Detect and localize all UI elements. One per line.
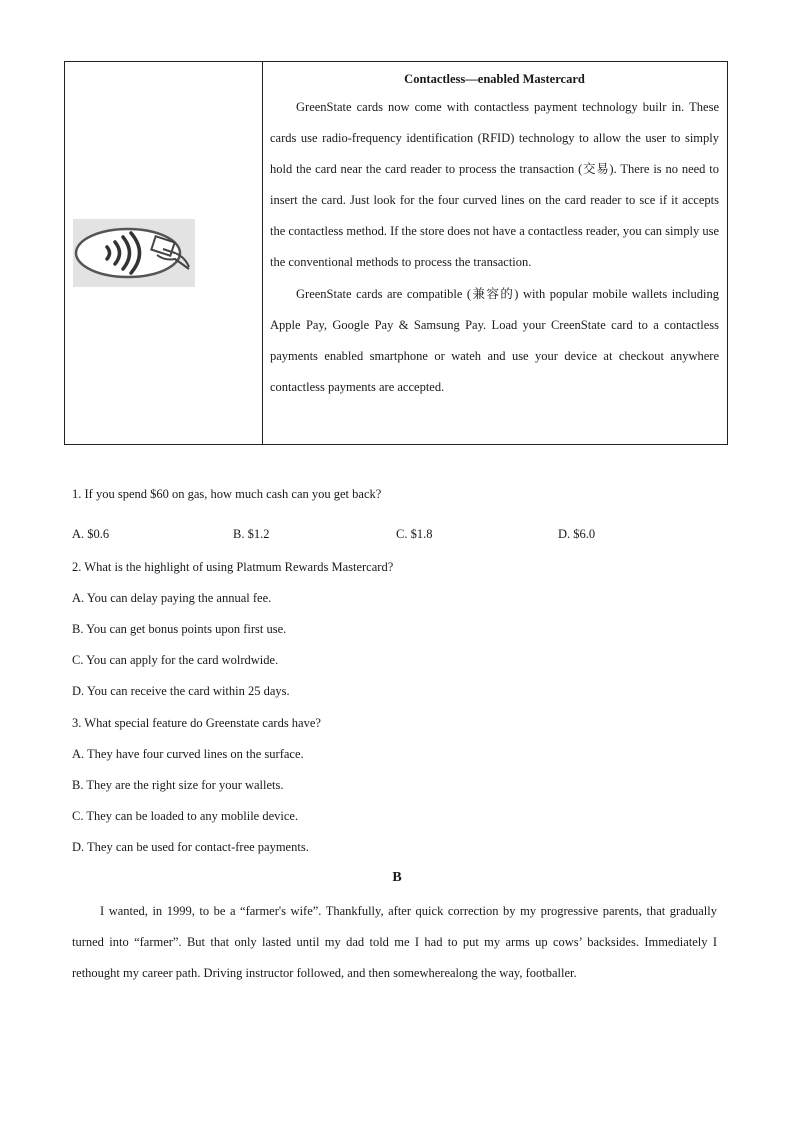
option-2d: D. You can receive the card within 25 days. — [72, 684, 290, 698]
option-3c: C. They can be loaded to any moblile device. — [72, 809, 299, 823]
option-2b: B. You can get bonus points upon first use. — [72, 622, 287, 636]
image-cell — [65, 62, 263, 444]
passage-paragraph: I wanted, in 1999, to be a “farmer's wife”. Thankfully, after quick correction by my progressive parents, that gradually turned into “farmer”. But that only lasted until my dad told me I had to put my arms up cows’ backsides. Immediately I rethought my career path. Driving instructor followed, and then somewherealong the way, footballer. — [72, 904, 717, 980]
option-2c: C. You can apply for the card wolrdwide. — [72, 653, 279, 667]
option-2a: A. You can delay paying the annual fee. — [72, 591, 272, 605]
option-3d: D. They can be used for contact-free payments. — [72, 840, 309, 854]
card-title: Contactless—enabled Mastercard — [404, 72, 585, 86]
option-3a: A. They have four curved lines on the surface. — [72, 747, 304, 761]
card-paragraph-2: GreenState cards are compatible (兼容的) with popular mobile wallets including Apple Pay, Google Pay & Samsung Pay. Load your CreenState card to a contactless payments enabled smartphone or wateh and use your device at checkout anywhere contactless payments are accepted. — [270, 286, 719, 394]
question-1: 1. If you spend $60 on gas, how much cash can you get back? — [72, 487, 382, 501]
contactless-payment-icon — [73, 219, 195, 287]
option-1a: A. $0.6 — [72, 527, 110, 541]
option-1b: B. $1.2 — [233, 527, 270, 541]
option-1d: D. $6.0 — [558, 527, 596, 541]
card-info-table — [64, 61, 728, 445]
text-cell — [263, 62, 727, 444]
question-3: 3. What special feature do Greenstate cards have? — [72, 716, 321, 730]
question-2: 2. What is the highlight of using Platmum Rewards Mastercard? — [72, 560, 394, 574]
card-paragraph-1: GreenState cards now come with contactless payment technology builr in. These cards use radio-frequency identification (RFID) technology to allow the user to simply hold the card near the card reader to process the transaction (交易). There is no need to insert the card. Just look for the four curved lines on the card reader to sce if it accepts the contactless method. If the store does not have a contactless reader, you can simply use the conventional methods to process the transaction. — [270, 100, 720, 270]
section-heading: B — [392, 870, 402, 885]
question-1-options — [72, 527, 712, 543]
option-3b: B. They are the right size for your wallets. — [72, 778, 284, 792]
option-1c: C. $1.8 — [396, 527, 433, 541]
